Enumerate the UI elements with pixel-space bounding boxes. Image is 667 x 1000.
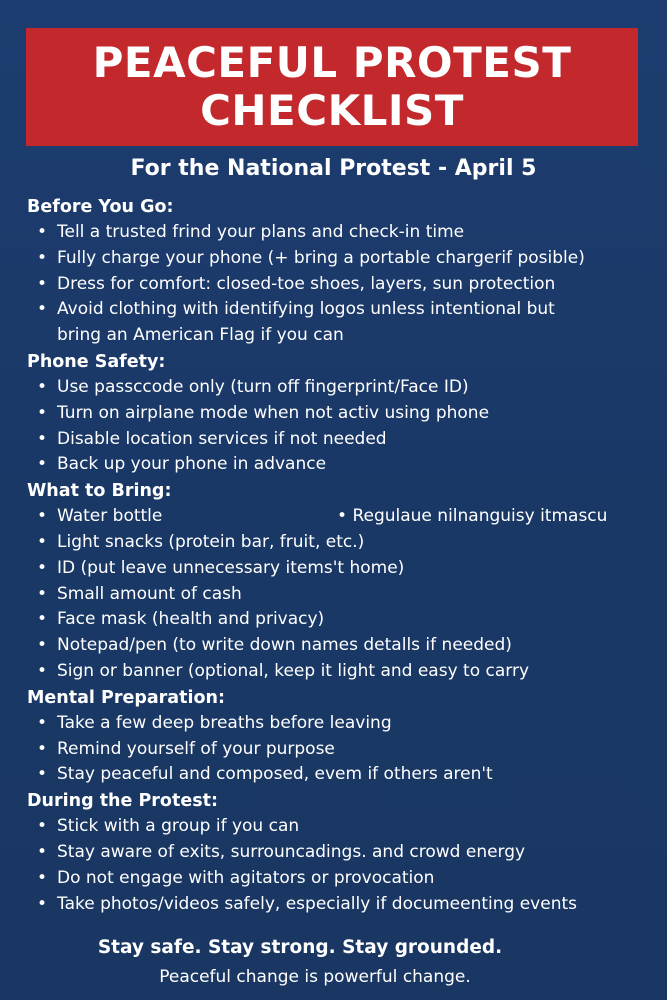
bullet-icon: • [37, 738, 48, 759]
bullet-icon: • [337, 506, 348, 527]
section-during-the-protest [27, 788, 657, 917]
section-title: What to Bring: [27, 481, 172, 502]
list-item-text: Use passccode only (turn off fingerprint/Face ID) [57, 376, 469, 397]
checklist-content [27, 194, 657, 917]
list-item-text: Face mask (health and privacy) [57, 609, 325, 630]
list-item-text: Stay peaceful and composed, evem if others aren't [57, 764, 493, 785]
section-what-to-bring [27, 478, 657, 685]
list-item [27, 866, 657, 892]
list-item-continuation [27, 323, 657, 349]
section-before-you-go [27, 194, 657, 349]
list-item-text: Small amount of cash [57, 583, 242, 604]
bullet-icon: • [37, 222, 48, 242]
list-item [27, 375, 657, 401]
side-note-text: Regulaue nilnanguisy itmascu [352, 506, 608, 527]
list-item-text: Light snacks (protein bar, fruit, etc.) [57, 531, 365, 552]
list-item-text: Water bottle [57, 506, 163, 527]
list-item-text: Stick with a group if you can [57, 816, 300, 837]
bullet-icon: • [37, 428, 48, 449]
section-title: Phone Safety: [27, 351, 166, 372]
bullet-icon: • [37, 867, 48, 888]
list-item [27, 401, 657, 427]
bullet-icon: • [37, 583, 48, 604]
list-item [27, 297, 657, 323]
list-item-text: Stay aware of exits, surrouncadings. and crowd energy [57, 841, 526, 862]
bullet-icon: • [37, 531, 48, 552]
list-item-text: Take a few deep breaths before leaving [57, 712, 392, 733]
list-item [27, 582, 657, 608]
section-title: During the Protest: [27, 791, 218, 812]
list-item-text: bring an American Flag if you can [57, 325, 344, 346]
bullet-icon: • [37, 712, 48, 733]
bullet-icon: • [37, 816, 48, 837]
footer-slogan: Stay safe. Stay strong. Stay grounded. [97, 937, 503, 958]
list-item [27, 530, 657, 556]
list-item-text: Back up your phone in advance [57, 454, 327, 475]
list-item-text: Turn on airplane mode when not activ using phone [57, 402, 490, 423]
list-item [27, 892, 657, 918]
list-item [27, 633, 657, 659]
bullet-icon: • [37, 609, 48, 630]
bullet-icon: • [37, 273, 48, 294]
list-item [27, 427, 657, 453]
title-banner [26, 28, 638, 146]
list-item [27, 840, 657, 866]
list-item-text: Take photos/videos safely, especially if documeenting events [57, 893, 577, 914]
list-item [27, 246, 657, 272]
list-item [27, 711, 657, 737]
bullet-icon: • [37, 454, 48, 475]
list-item [27, 762, 657, 788]
footer-tagline: Peaceful change is powerful change. [159, 967, 471, 987]
list-item [27, 220, 657, 246]
list-item [27, 737, 657, 763]
bullet-icon: • [37, 376, 48, 397]
side-note [337, 504, 607, 530]
bullet-icon: • [37, 299, 48, 320]
list-item-text: Notepad/pen (to write down names detalls if needed) [57, 635, 512, 656]
title-line-1: PEACEFUL PROTEST [92, 38, 572, 87]
subtitle: For the National Protest - April 5 [130, 156, 537, 181]
title-line-2: CHECKLIST [200, 86, 464, 135]
bullet-icon: • [37, 506, 48, 527]
bullet-icon: • [37, 557, 48, 578]
bullet-icon: • [37, 764, 48, 785]
list-item [27, 504, 657, 530]
list-item-text: Disable location services if not needed [57, 428, 387, 449]
list-item [27, 272, 657, 298]
bullet-icon: • [37, 893, 48, 914]
list-item-text: Avoid clothing with identifying logos unless intentional but [57, 299, 555, 320]
list-item-text: ID (put leave unnecessary items't home) [57, 557, 405, 578]
list-item [27, 452, 657, 478]
section-mental-preparation [27, 685, 657, 788]
list-item-text: Remind yourself of your purpose [57, 738, 335, 759]
list-item-text: Sign or banner (optional, keep it light and easy to carry [57, 660, 530, 681]
list-item-text: Do not engage with agitators or provocation [57, 867, 435, 888]
list-item [27, 814, 657, 840]
bullet-icon: • [37, 635, 48, 656]
list-item-text: Fully charge your phone (+ bring a portable chargerif posible) [57, 247, 585, 268]
list-item-text: Dress for comfort: closed-toe shoes, layers, sun protection [57, 273, 556, 294]
section-phone-safety [27, 349, 657, 478]
list-item [27, 659, 657, 685]
section-title: Before You Go: [27, 197, 174, 217]
bullet-icon: • [37, 247, 48, 268]
bullet-icon: • [37, 402, 48, 423]
bullet-icon: • [37, 841, 48, 862]
bullet-icon: • [37, 660, 48, 681]
section-title: Mental Preparation: [27, 687, 225, 708]
list-item [27, 556, 657, 582]
list-item [27, 607, 657, 633]
list-item-text: Tell a trusted frind your plans and check-in time [57, 222, 465, 242]
